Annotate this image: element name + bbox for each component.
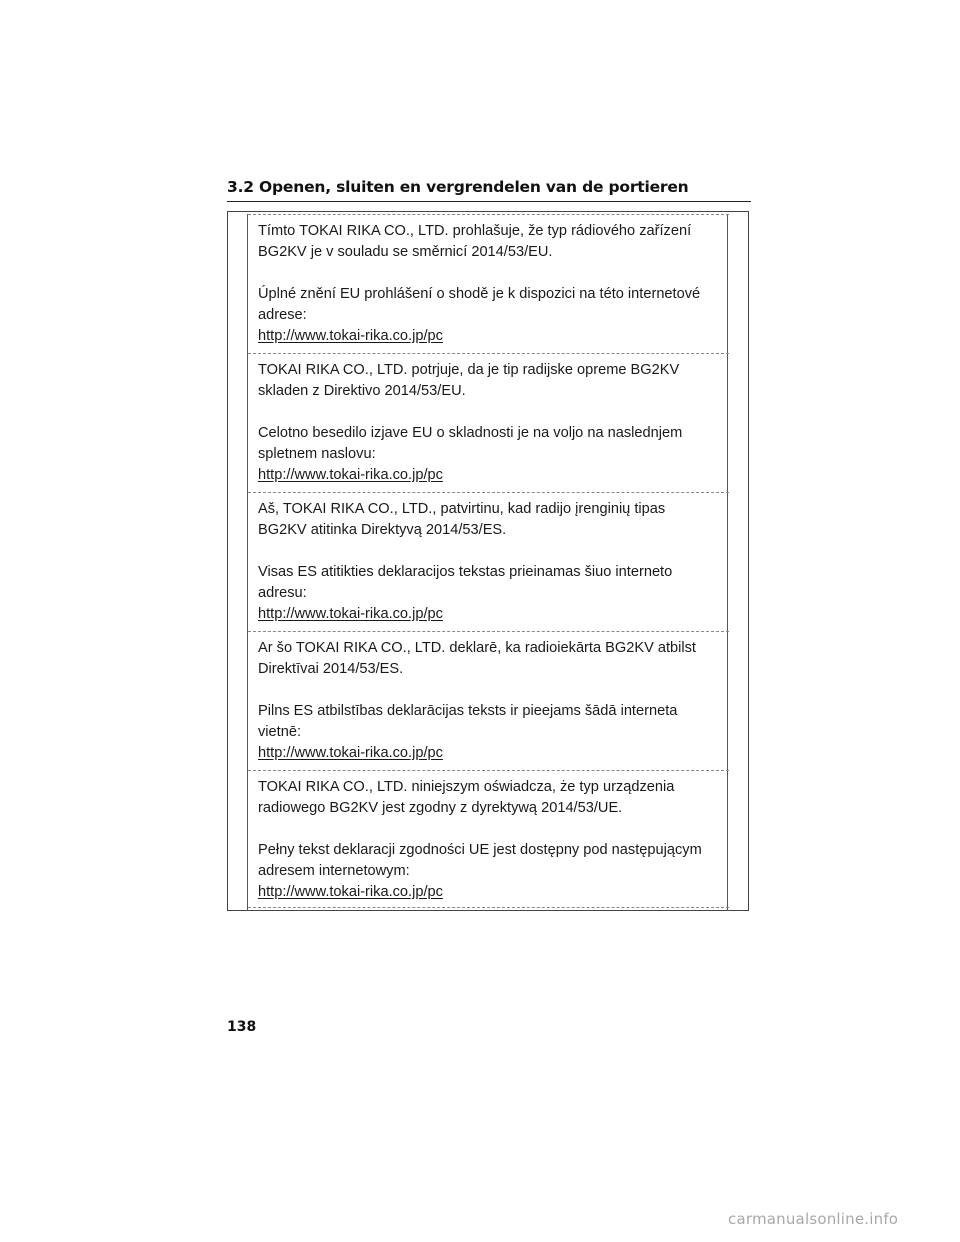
declaration-line: spletnem naslovu:	[258, 446, 376, 462]
declaration-line: Pilns ES atbilstības deklarācijas teksts ir pieejams šādā interneta	[258, 703, 678, 719]
declaration-url: http://www.tokai-rika.co.jp/pc	[258, 606, 443, 622]
declaration-line: radiowego BG2KV jest zgodny z dyrektywą 2014/53/UE.	[258, 800, 623, 816]
divider	[248, 907, 729, 908]
declaration-latvian	[248, 631, 729, 769]
declaration-line: TOKAI RIKA CO., LTD. potrjuje, da je tip radijske opreme BG2KV	[258, 362, 680, 378]
declaration-line: skladen z Direktivo 2014/53/EU.	[258, 383, 466, 399]
declaration-scan	[247, 214, 728, 911]
declaration-line: BG2KV atitinka Direktyvą 2014/53/ES.	[258, 522, 507, 538]
page-header	[227, 176, 751, 202]
watermark: carmanualsonline.info	[728, 1210, 899, 1228]
declaration-line: Tímto TOKAI RIKA CO., LTD. prohlašuje, že typ rádiového zařízení	[258, 223, 692, 239]
declaration-line: vietnē:	[258, 724, 301, 740]
declaration-line: adrese:	[258, 307, 307, 323]
declaration-line: TOKAI RIKA CO., LTD. niniejszym oświadcza, że typ urządzenia	[258, 779, 675, 795]
declaration-url: http://www.tokai-rika.co.jp/pc	[258, 745, 443, 761]
declaration-url: http://www.tokai-rika.co.jp/pc	[258, 467, 443, 483]
page-number: 138	[227, 1019, 257, 1035]
declaration-url: http://www.tokai-rika.co.jp/pc	[258, 884, 443, 900]
declaration-czech	[248, 214, 729, 352]
declaration-line: Aš, TOKAI RIKA CO., LTD., patvirtinu, kad radijo įrenginių tipas	[258, 501, 666, 517]
declaration-polish	[248, 770, 729, 908]
declaration-line: Ar šo TOKAI RIKA CO., LTD. deklarē, ka radioiekārta BG2KV atbilst	[258, 640, 696, 656]
declaration-lithuanian	[248, 492, 729, 630]
declaration-url: http://www.tokai-rika.co.jp/pc	[258, 328, 443, 344]
declaration-line: BG2KV je v souladu se směrnicí 2014/53/EU.	[258, 244, 553, 260]
declaration-line: Úplné znění EU prohlášení o shodě je k dispozici na této internetové	[258, 286, 701, 302]
declaration-slovenian	[248, 353, 729, 491]
declaration-line: adresu:	[258, 585, 307, 601]
declaration-line: adresem internetowym:	[258, 863, 410, 879]
declaration-line: Direktīvai 2014/53/ES.	[258, 661, 404, 677]
section-title: 3.2 Openen, sluiten en vergrendelen van de portieren	[227, 178, 689, 196]
declaration-line: Pełny tekst deklaracji zgodności UE jest dostępny pod następującym	[258, 842, 702, 858]
declaration-line: Celotno besedilo izjave EU o skladnosti je na voljo na naslednjem	[258, 425, 683, 441]
declaration-line: Visas ES atitikties deklaracijos tekstas prieinamas šiuo interneto	[258, 564, 673, 580]
